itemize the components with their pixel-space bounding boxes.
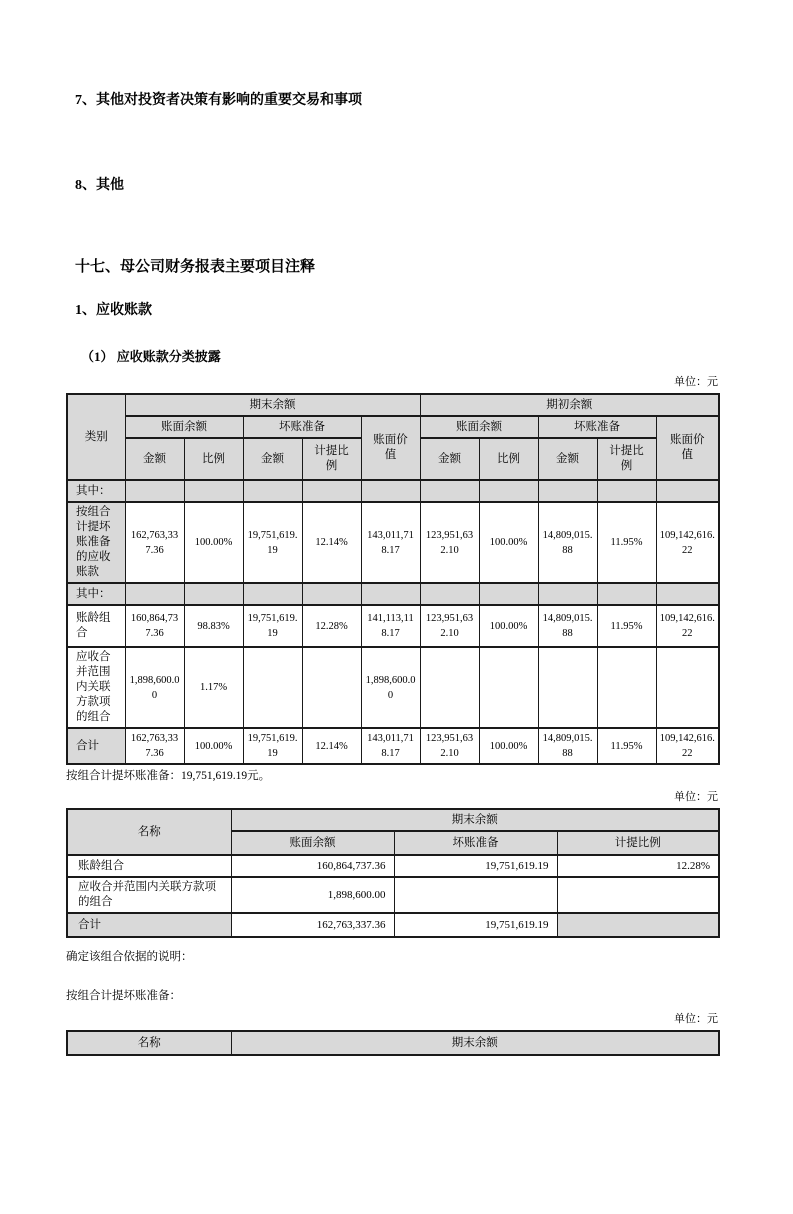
cell: 160,864,737.36 xyxy=(125,605,184,647)
col-header-amount: 金额 xyxy=(243,438,302,480)
row-label: 应收合并范围内关联方款项的组合 xyxy=(67,877,231,913)
cell xyxy=(479,583,538,605)
cell: 19,751,619.19 xyxy=(243,605,302,647)
table-row xyxy=(67,877,719,913)
cell: 143,011,718.17 xyxy=(361,502,420,583)
cell xyxy=(557,913,719,937)
col-header-book-value: 账面价值 xyxy=(361,416,420,480)
cell xyxy=(394,877,557,913)
cell: 100.00% xyxy=(184,502,243,583)
col-header-bad-debt-provision: 坏账准备 xyxy=(243,416,361,438)
cell: 11.95% xyxy=(597,728,656,764)
col-header-ratio: 比例 xyxy=(479,438,538,480)
unit-label-2: 单位：元 xyxy=(674,791,718,803)
cell xyxy=(538,583,597,605)
unit-label-3: 单位：元 xyxy=(674,1013,718,1025)
col-header-ending-balance: 期末余额 xyxy=(125,394,420,416)
col-header-category: 类别 xyxy=(67,394,125,480)
row-label: 其中： xyxy=(67,583,125,605)
cell: 123,951,632.10 xyxy=(420,728,479,764)
row-label: 其中： xyxy=(67,480,125,502)
cell: 19,751,619.19 xyxy=(243,728,302,764)
cell: 143,011,718.17 xyxy=(361,728,420,764)
cell xyxy=(656,583,719,605)
cell xyxy=(420,583,479,605)
cell: 1,898,600.00 xyxy=(231,877,394,913)
table-row xyxy=(67,855,719,877)
cell xyxy=(243,480,302,502)
col-header-book-value: 账面价值 xyxy=(656,416,719,480)
cell xyxy=(243,583,302,605)
cell xyxy=(597,480,656,502)
cell: 14,809,015.88 xyxy=(538,605,597,647)
table-row xyxy=(67,728,719,764)
cell: 162,763,337.36 xyxy=(231,913,394,937)
col-header-name: 名称 xyxy=(67,1031,231,1055)
cell xyxy=(538,647,597,728)
table-row xyxy=(67,502,719,583)
cell: 11.95% xyxy=(597,502,656,583)
cell xyxy=(125,583,184,605)
cell xyxy=(557,877,719,913)
cell: 1,898,600.00 xyxy=(125,647,184,728)
cell xyxy=(656,647,719,728)
table-row xyxy=(67,605,719,647)
col-header-amount: 金额 xyxy=(420,438,479,480)
cell: 19,751,619.19 xyxy=(243,502,302,583)
cell: 100.00% xyxy=(479,728,538,764)
cell: 12.14% xyxy=(302,728,361,764)
col-header-book-balance: 账面余额 xyxy=(125,416,243,438)
row-label: 合计 xyxy=(67,728,125,764)
col-header-bad-debt-provision: 坏账准备 xyxy=(538,416,656,438)
cell: 14,809,015.88 xyxy=(538,728,597,764)
cell xyxy=(184,583,243,605)
col-header-ending-balance: 期末余额 xyxy=(231,809,719,831)
cell xyxy=(479,480,538,502)
cell: 1,898,600.00 xyxy=(361,647,420,728)
subsection-heading-1-1: （1） 应收账款分类披露 xyxy=(81,349,221,364)
cell xyxy=(361,480,420,502)
cell xyxy=(420,647,479,728)
cell xyxy=(597,583,656,605)
note-portfolio-basis: 确定该组合依据的说明： xyxy=(66,951,193,963)
cell: 141,113,118.17 xyxy=(361,605,420,647)
note-provision-total: 按组合计提坏账准备：19,751,619.19元。 xyxy=(66,770,271,782)
cell: 109,142,616.22 xyxy=(656,728,719,764)
table-row xyxy=(67,647,719,728)
cell: 123,951,632.10 xyxy=(420,605,479,647)
unit-label-1: 单位：元 xyxy=(674,376,718,388)
col-header-book-balance: 账面余额 xyxy=(231,831,394,855)
section-heading-8: 8、其他 xyxy=(75,178,124,193)
cell: 100.00% xyxy=(184,728,243,764)
provision-by-portfolio-empty-table xyxy=(66,1030,720,1056)
col-header-provision-ratio: 计提比例 xyxy=(557,831,719,855)
cell: 11.95% xyxy=(597,605,656,647)
cell: 123,951,632.10 xyxy=(420,502,479,583)
row-label: 合计 xyxy=(67,913,231,937)
cell: 109,142,616.22 xyxy=(656,605,719,647)
cell xyxy=(656,480,719,502)
cell: 19,751,619.19 xyxy=(394,855,557,877)
cell xyxy=(597,647,656,728)
cell xyxy=(302,647,361,728)
cell xyxy=(479,647,538,728)
cell: 162,763,337.36 xyxy=(125,502,184,583)
row-label: 账龄组合 xyxy=(67,855,231,877)
cell: 19,751,619.19 xyxy=(394,913,557,937)
cell: 12.28% xyxy=(302,605,361,647)
col-header-book-balance: 账面余额 xyxy=(420,416,538,438)
col-header-name: 名称 xyxy=(67,809,231,855)
col-header-amount: 金额 xyxy=(125,438,184,480)
cell: 162,763,337.36 xyxy=(125,728,184,764)
cell: 98.83% xyxy=(184,605,243,647)
row-label: 按组合计提坏账准备的应收账款 xyxy=(67,502,125,583)
col-header-provision-ratio: 计提比例 xyxy=(302,438,361,480)
provision-by-portfolio-table xyxy=(66,808,720,938)
cell: 12.28% xyxy=(557,855,719,877)
note-provision-method: 按组合计提坏账准备： xyxy=(66,990,181,1002)
cell: 109,142,616.22 xyxy=(656,502,719,583)
document-page xyxy=(66,92,718,1056)
col-header-ratio: 比例 xyxy=(184,438,243,480)
cell xyxy=(184,480,243,502)
table-row xyxy=(67,480,719,502)
ar-classification-table xyxy=(66,393,720,765)
col-header-bad-debt-provision: 坏账准备 xyxy=(394,831,557,855)
cell xyxy=(302,583,361,605)
col-header-beginning-balance: 期初余额 xyxy=(420,394,719,416)
cell: 1.17% xyxy=(184,647,243,728)
cell: 160,864,737.36 xyxy=(231,855,394,877)
cell: 100.00% xyxy=(479,605,538,647)
cell: 100.00% xyxy=(479,502,538,583)
row-label: 应收合并范围内关联方款项的组合 xyxy=(67,647,125,728)
cell xyxy=(361,583,420,605)
chapter-heading-17: 十七、母公司财务报表主要项目注释 xyxy=(75,259,316,275)
table-row xyxy=(67,583,719,605)
cell: 12.14% xyxy=(302,502,361,583)
section-heading-1: 1、应收账款 xyxy=(75,303,152,318)
table-row xyxy=(67,913,719,937)
cell xyxy=(125,480,184,502)
col-header-ending-balance: 期末余额 xyxy=(231,1031,719,1055)
cell xyxy=(538,480,597,502)
cell: 14,809,015.88 xyxy=(538,502,597,583)
section-heading-7: 7、其他对投资者决策有影响的重要交易和事项 xyxy=(75,93,362,108)
cell xyxy=(243,647,302,728)
row-label: 账龄组合 xyxy=(67,605,125,647)
col-header-amount: 金额 xyxy=(538,438,597,480)
col-header-provision-ratio: 计提比例 xyxy=(597,438,656,480)
cell xyxy=(302,480,361,502)
cell xyxy=(420,480,479,502)
